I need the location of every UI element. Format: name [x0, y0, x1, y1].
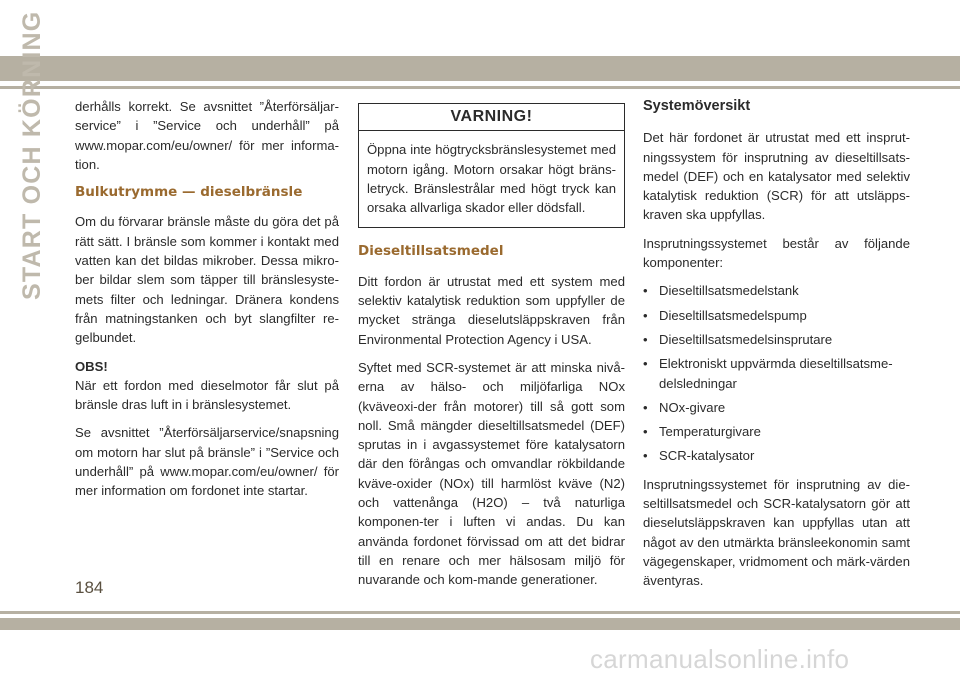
component-list	[643, 281, 910, 465]
section-heading-def: Dieseltillsatsmedel	[358, 243, 504, 260]
paragraph: derhålls korrekt. Se avsnittet ”Återförsäljar-service” i ”Service och underhåll” på www.mopar.com/eu/owner/ för mer informa-tion.	[75, 99, 339, 172]
paragraph: Insprutningssystemet består av följande komponenter:	[643, 235, 910, 271]
warning-title: VARNING!	[450, 108, 533, 125]
list-item: • Dieseltillsatsmedelstank	[643, 281, 910, 300]
column-2	[358, 97, 625, 599]
bullet-icon: •	[643, 307, 648, 323]
warning-box	[358, 103, 625, 228]
paragraph: Syftet med SCR-systemet är att minska nivå-erna av hälso- och miljöfarliga NOx (kväveoxi-der från motorer) till så gott som noll. Små mängder dieseltillsatsmedel (DEF) sprutas in i avgassystemet före katalysatorn där den förångas och omvandlar rökbildande kväve-oxider (NOx) till harmlöst kväve (N2) och vattenånga (H2O) – två naturliga komponen-ter i luften vi andas. Du kan använda fordonet förvissad om att det bidrar till en renare och mer hälsosam miljö för nuvarande och kom-mande generationer.	[358, 359, 625, 588]
list-item: • Temperaturgivare	[643, 422, 910, 441]
bullet-icon: •	[643, 331, 648, 347]
section-heading-overview: Systemöversikt	[643, 98, 751, 114]
list-item: • SCR-katalysator	[643, 446, 910, 465]
paragraph: Insprutningssystemet för insprutning av die-seltillsatsmedel och SCR-katalysatorn gör att dieselutsläppskraven kan uppfyllas utan att något av den utmärkta bränsleekonomin samt vägegenskaper, vridmoment och märk-värden äventyras.	[643, 476, 910, 589]
note-title: OBS!	[75, 358, 108, 374]
note-text: När ett fordon med dieselmotor får slut på bränsle dras luft in i bränslesystemet.	[75, 377, 339, 413]
paragraph: Det här fordonet är utrustat med ett insprut-ningssystem för insprutning av dieseltillsats-medel (DEF) och en katalysator med selektiv katalytisk reduktion (SCR) för att utsläpps-kraven ska uppfyllas.	[643, 130, 910, 223]
paragraph: Ditt fordon är utrustat med ett system med selektiv katalytisk reduktion som uppfyller de mycket stränga dieselutsläppskraven från Environmental Protection Agency i USA.	[358, 273, 625, 347]
page-number: 184	[75, 578, 104, 597]
list-item: • NOx-givare	[643, 398, 910, 417]
header-band	[0, 56, 960, 81]
section-heading-bulk: Bulkutrymme — dieselbränsle	[75, 184, 303, 201]
header-rule	[0, 86, 960, 89]
footer-band	[0, 618, 960, 630]
paragraph: Om du förvarar bränsle måste du göra det på rätt sätt. I bränsle som kommer i kontakt med vatten kan det bildas mikrober. Dessa mikro-ber bildar slem som täpper till bränslesyste-mets filter och ledningar. Dränera kondens från matningstanken och byt slangfilter re-gelbundet.	[75, 214, 339, 346]
bullet-icon: •	[643, 448, 648, 464]
paragraph: Se avsnittet ”Återförsäljarservice/snapsning om motorn har slut på bränsle” i ”Service och underhåll” på www.mopar.com/eu/owner/ för mer information om fordonet inte startar.	[75, 425, 339, 499]
bullet-icon: •	[643, 283, 648, 299]
watermark: carmanualsonline.info	[590, 644, 850, 674]
footer-rule	[0, 611, 960, 614]
section-side-tab: START OCH KÖRNING	[18, 10, 46, 300]
bullet-icon: •	[643, 399, 648, 415]
top-margin	[0, 0, 960, 56]
column-1	[75, 97, 339, 510]
bullet-icon: •	[643, 356, 648, 372]
list-item: • Dieseltillsatsmedelspump	[643, 306, 910, 325]
warning-text: Öppna inte högtrycksbränslesystemet med motorn igång. Motorn orsakar högt bräns-letryck. Bränslestrålar med högt tryck kan orsaka allvarliga skador eller dödsfall.	[367, 142, 616, 216]
column-3	[643, 97, 910, 600]
list-item: • Dieseltillsatsmedelsinsprutare	[643, 330, 910, 349]
list-item: • Elektroniskt uppvärmda dieseltillsatsme-delsledningar	[643, 356, 893, 391]
bullet-icon: •	[643, 424, 648, 440]
